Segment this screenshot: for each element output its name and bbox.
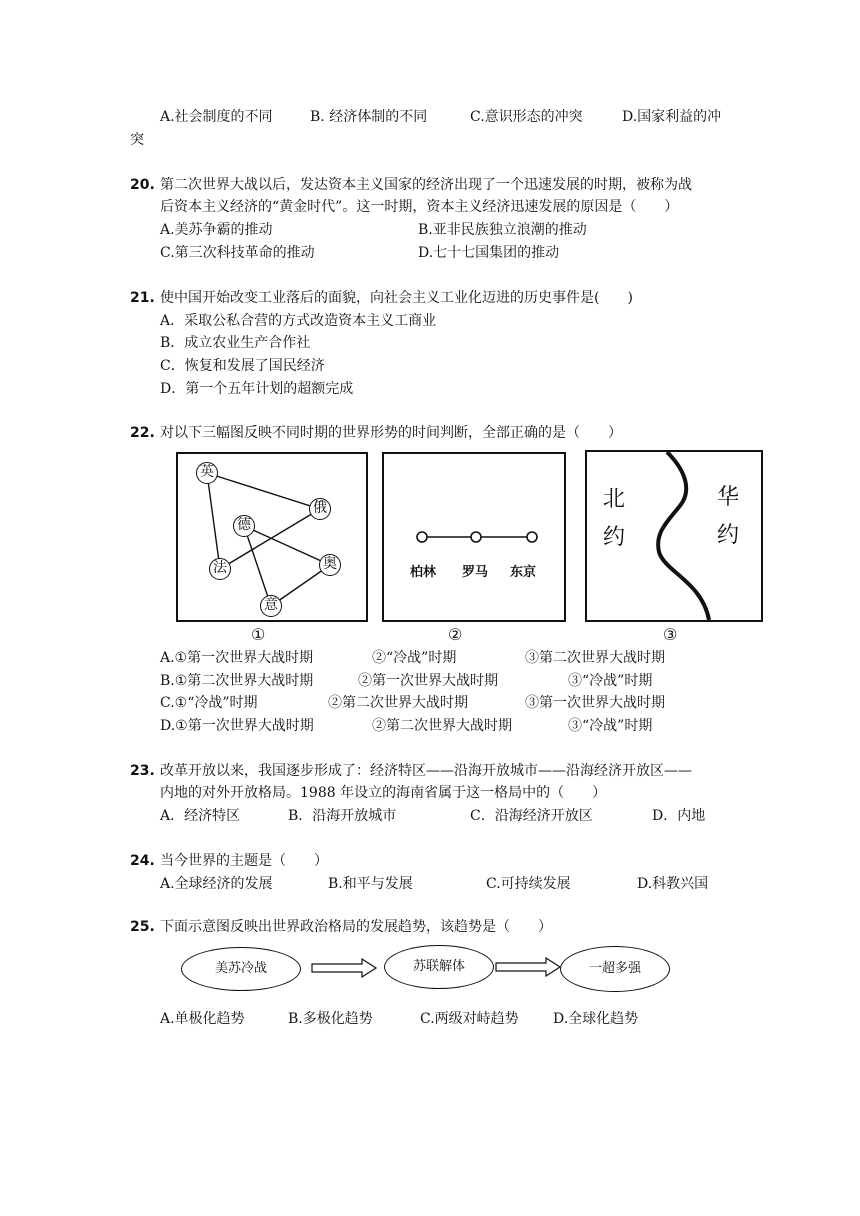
q21-option-b: B．成立农业生产合作社	[160, 335, 311, 351]
label-hua: 华	[717, 485, 740, 510]
question-number: 21.	[130, 290, 155, 306]
q22-stem: 对以下三幅图反映不同时期的世界形势的时间判断，全部正确的是（ ）	[160, 425, 622, 441]
arrow-icon	[494, 957, 564, 977]
q19-option-d-wrap: 突	[130, 132, 144, 148]
q24-option-a: A.全球经济的发展	[160, 876, 273, 892]
q23-stem-line1: 改革开放以来，我国逐步形成了：经济特区——沿海开放城市——沿海经济开放区——	[160, 763, 692, 779]
figure-1-alliances	[176, 452, 368, 622]
q23-option-c: C．沿海经济开放区	[470, 808, 593, 824]
q23-stem-line2: 内地的对外开放格局。1988 年设立的海南省属于这一格局中的（ ）	[160, 785, 607, 801]
q24-option-c: C.可持续发展	[486, 876, 571, 892]
q22-option-a2: ②“冷战”时期	[372, 650, 457, 666]
node-austria: 奥	[319, 554, 341, 576]
q25-option-a: A.单极化趋势	[160, 1011, 245, 1027]
q20-stem-line1: 第二次世界大战以后，发达资本主义国家的经济出现了一个迅速发展的时期，被称为战	[160, 177, 692, 193]
q20-option-d: D.七十七国集团的推动	[418, 245, 560, 261]
q20-option-b: B.亚非民族独立浪潮的推动	[418, 222, 587, 238]
q20-stem-line2: 后资本主义经济的“黄金时代”。这一时期，资本主义经济迅速发展的原因是（ ）	[160, 199, 679, 215]
q25-option-b: B.多极化趋势	[288, 1011, 373, 1027]
node-russia: 俄	[309, 498, 331, 520]
figure-1-number: ①	[251, 625, 266, 644]
label-yue-2: 约	[717, 523, 740, 548]
question-number: 24.	[130, 853, 155, 869]
q22-option-b2: ②第一次世界大战时期	[358, 673, 498, 689]
q25-option-c: C.两级对峙趋势	[420, 1011, 519, 1027]
q19-option-c: C.意识形态的冲突	[470, 109, 583, 125]
q19-option-b: B. 经济体制的不同	[310, 109, 428, 125]
q23-option-a: A．经济特区	[160, 808, 241, 824]
label-rome: 罗马	[462, 565, 489, 580]
figure-2-axis	[382, 452, 566, 622]
question-number: 20.	[130, 177, 155, 193]
q21-option-c: C．恢复和发展了国民经济	[160, 358, 325, 374]
q22-option-a1: A.①第一次世界大战时期	[160, 650, 314, 666]
label-north: 北	[603, 487, 626, 512]
q20-option-a: A.美苏争霸的推动	[160, 222, 273, 238]
flow-ussr-dissolution: 苏联解体	[384, 945, 494, 989]
q24-option-b: B.和平与发展	[328, 876, 413, 892]
q22-option-b1: B.①第二次世界大战时期	[160, 673, 314, 689]
flow-cold-war: 美苏冷战	[181, 947, 301, 991]
q25-stem: 下面示意图反映出世界政治格局的发展趋势，该趋势是（ ）	[160, 919, 552, 935]
label-tokyo: 东京	[510, 565, 537, 580]
q21-option-d: D．第一个五年计划的超额完成	[160, 381, 354, 397]
label-berlin: 柏林	[410, 565, 437, 580]
q19-option-d: D.国家利益的冲	[622, 109, 722, 125]
q22-option-d3: ③“冷战”时期	[568, 718, 653, 734]
q22-option-d2: ②第二次世界大战时期	[372, 718, 512, 734]
question-number: 23.	[130, 763, 155, 779]
node-germany: 德	[233, 515, 255, 537]
q22-option-b3: ③“冷战”时期	[568, 673, 653, 689]
q24-option-d: D.科教兴国	[637, 876, 709, 892]
figure-3-number: ③	[663, 625, 678, 644]
label-yue-1: 约	[603, 525, 626, 550]
q21-option-a: A．采取公私合营的方式改造资本主义工商业	[160, 313, 437, 329]
q24-stem: 当今世界的主题是（ ）	[160, 853, 328, 869]
flow-one-superpower: 一超多强	[560, 946, 670, 992]
node-britain: 英	[196, 462, 218, 484]
q21-stem: 使中国开始改变工业落后的面貌，向社会主义工业化迈进的历史事件是( )	[160, 290, 633, 306]
q25-option-d: D.全球化趋势	[553, 1011, 639, 1027]
node-italy: 意	[260, 595, 282, 617]
question-number: 22.	[130, 425, 155, 441]
figure-2-number: ②	[448, 625, 463, 644]
q22-option-d1: D.①第一次世界大战时期	[160, 718, 314, 734]
arrow-icon	[310, 958, 380, 978]
question-number: 25.	[130, 919, 155, 935]
q23-option-b: B．沿海开放城市	[288, 808, 397, 824]
figure-3-blocs	[585, 450, 763, 622]
q22-option-c2: ②第二次世界大战时期	[328, 695, 468, 711]
q23-option-d: D．内地	[652, 808, 706, 824]
q22-option-c3: ③第一次世界大战时期	[525, 695, 665, 711]
q22-option-c1: C.①“冷战”时期	[160, 695, 258, 711]
figure-2-line	[384, 454, 564, 620]
q22-option-a3: ③第二次世界大战时期	[525, 650, 665, 666]
q19-option-a: A.社会制度的不同	[160, 109, 273, 125]
q20-option-c: C.第三次科技革命的推动	[160, 245, 315, 261]
node-france: 法	[209, 558, 231, 580]
